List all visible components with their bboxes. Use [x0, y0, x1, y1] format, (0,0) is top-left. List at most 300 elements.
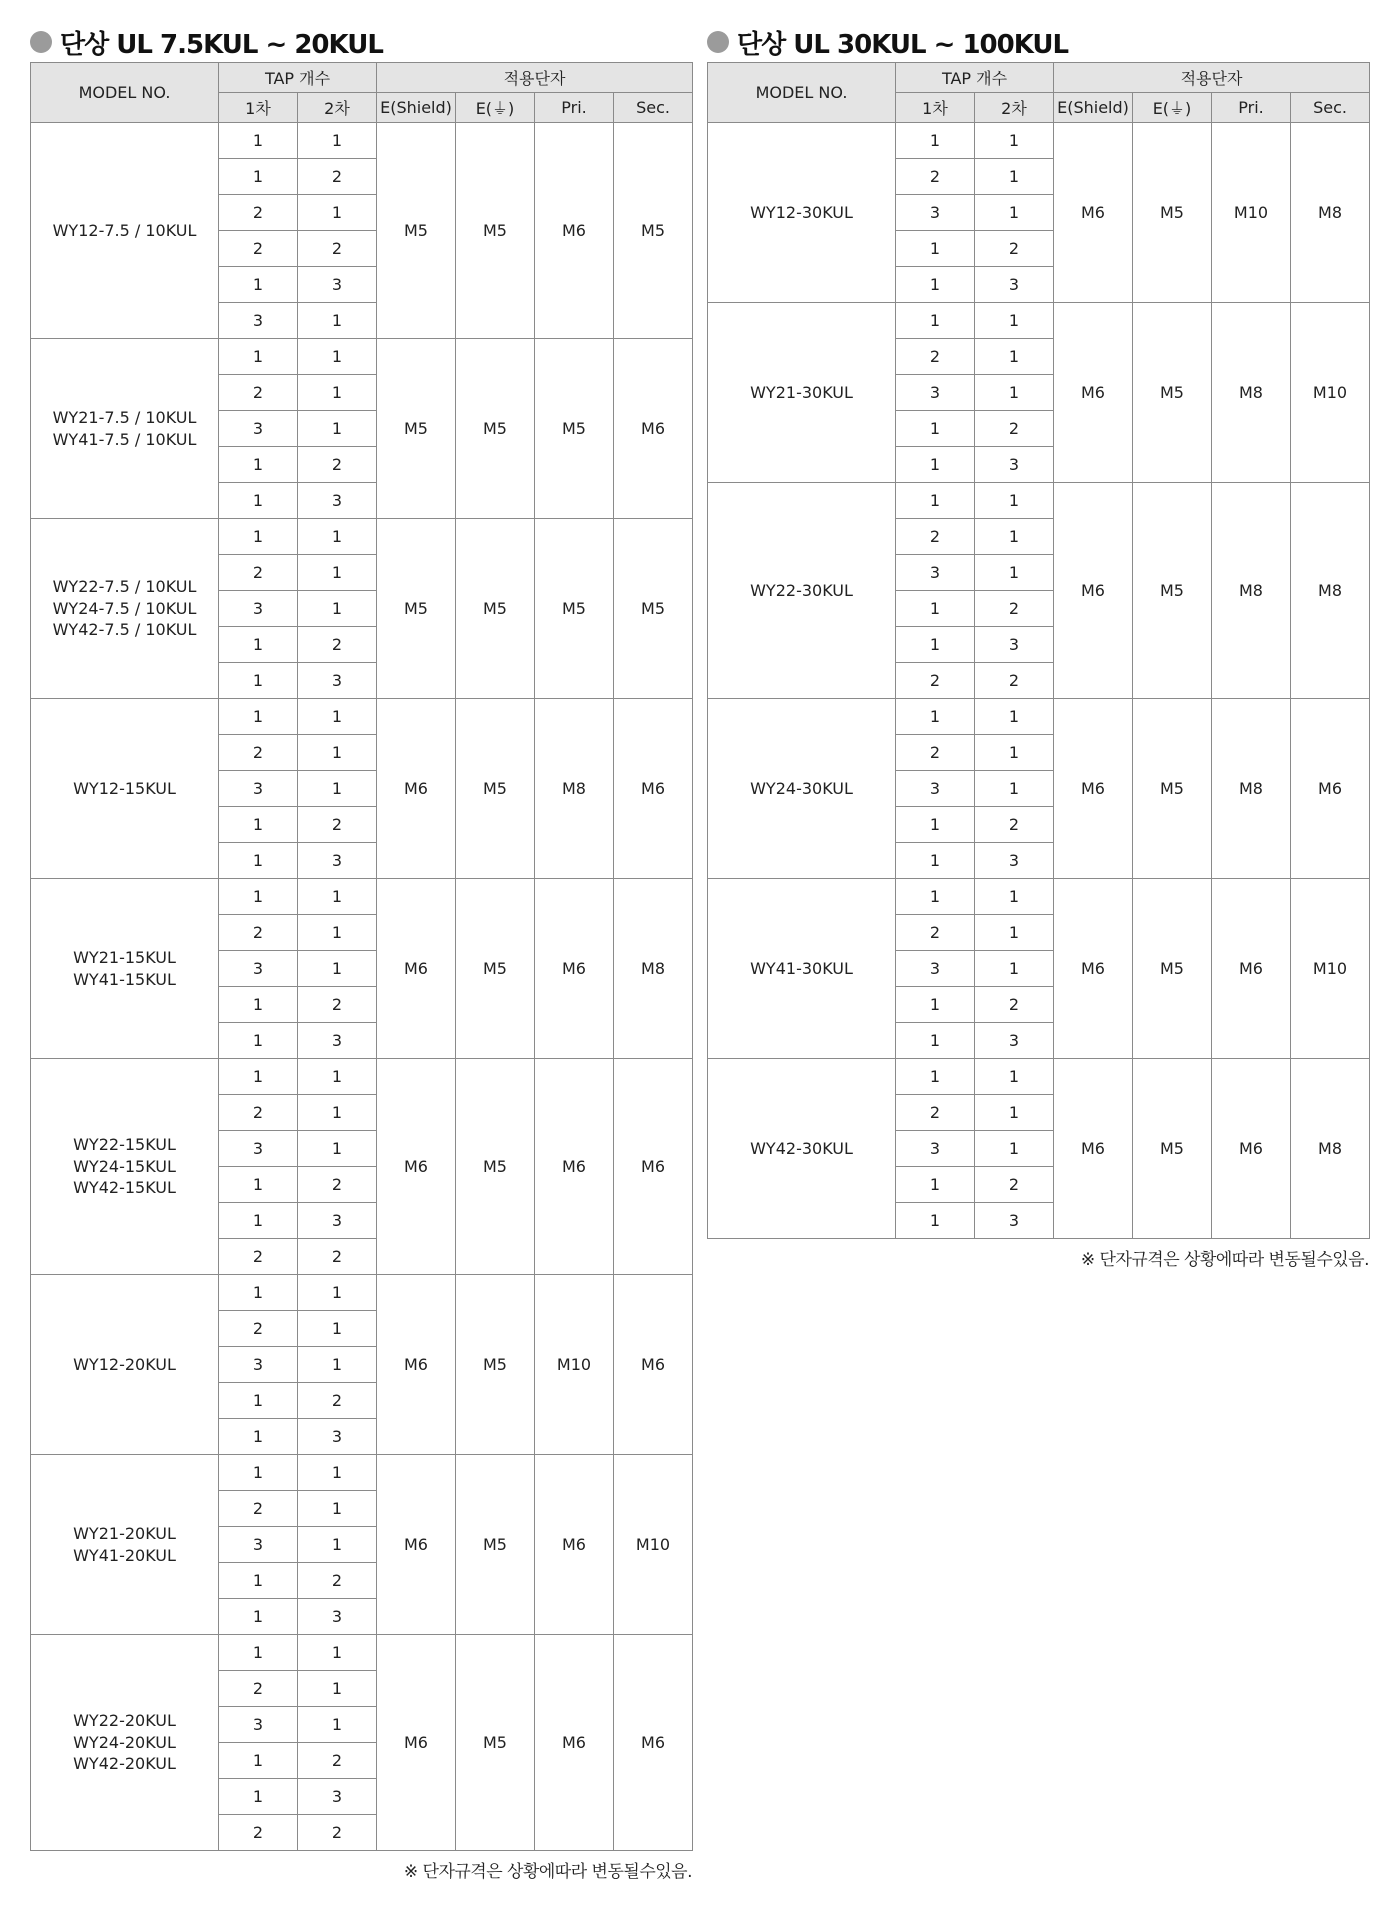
table-row: [708, 123, 1370, 159]
tap1-cell: 3: [219, 1131, 298, 1167]
bullet-icon: [30, 31, 52, 53]
tap1-cell: 2: [896, 159, 975, 195]
sec-cell: M6: [614, 1059, 693, 1275]
pri-cell: M6: [535, 123, 614, 339]
model-name: WY22-7.5 / 10KUL: [52, 577, 197, 597]
tap1-cell: 1: [219, 1743, 298, 1779]
tap1-cell: 2: [896, 735, 975, 771]
tap1-cell: 1: [219, 987, 298, 1023]
tap1-cell: 1: [219, 663, 298, 699]
e-shield-cell: M6: [1054, 1059, 1133, 1239]
tap1-cell: 3: [219, 591, 298, 627]
header-tap2: 2차: [975, 93, 1054, 123]
tap2-cell: 3: [298, 663, 377, 699]
sec-cell: M8: [1291, 123, 1370, 303]
e-shield-cell: M6: [1054, 303, 1133, 483]
table-row: [31, 699, 693, 735]
tap1-cell: 1: [896, 123, 975, 159]
tap2-cell: 1: [298, 123, 377, 159]
tap2-cell: 2: [298, 1563, 377, 1599]
tap1-cell: 2: [219, 1491, 298, 1527]
tap1-cell: 1: [896, 699, 975, 735]
sec-cell: M5: [614, 519, 693, 699]
tap2-cell: 1: [298, 339, 377, 375]
tap2-cell: 1: [298, 555, 377, 591]
header-sec: Sec.: [1291, 93, 1370, 123]
tap2-cell: 1: [298, 699, 377, 735]
tap1-cell: 2: [219, 375, 298, 411]
tap1-cell: 2: [219, 1815, 298, 1851]
tap1-cell: 1: [896, 1059, 975, 1095]
header-tap1: 1차: [896, 93, 975, 123]
table-row: [708, 699, 1370, 735]
tap1-cell: 2: [219, 915, 298, 951]
pri-cell: M6: [535, 1635, 614, 1851]
tap1-cell: 1: [219, 1779, 298, 1815]
tap2-cell: 1: [298, 519, 377, 555]
tap1-cell: 3: [219, 1527, 298, 1563]
tap2-cell: 1: [298, 1275, 377, 1311]
tap1-cell: 2: [219, 195, 298, 231]
tap1-cell: 3: [896, 951, 975, 987]
e-ground-cell: M5: [1133, 303, 1212, 483]
tap2-cell: 2: [298, 1239, 377, 1275]
table-row: [708, 879, 1370, 915]
tap1-cell: 1: [896, 879, 975, 915]
e-ground-cell: M5: [456, 1059, 535, 1275]
tap1-cell: 1: [896, 1167, 975, 1203]
header-terminal: 적용단자: [377, 63, 693, 93]
tap2-cell: 1: [298, 1671, 377, 1707]
tap2-cell: 2: [298, 159, 377, 195]
tap1-cell: 1: [219, 123, 298, 159]
tap1-cell: 2: [219, 735, 298, 771]
tap1-cell: 1: [219, 807, 298, 843]
header-sec: Sec.: [614, 93, 693, 123]
table-row: [31, 339, 693, 375]
tap2-cell: 3: [298, 1599, 377, 1635]
spec-table-right: [707, 62, 1370, 1239]
tap2-cell: 1: [975, 951, 1054, 987]
tap2-cell: 3: [975, 1203, 1054, 1239]
model-cell: [708, 123, 896, 303]
tap1-cell: 1: [219, 879, 298, 915]
tap2-cell: 1: [298, 591, 377, 627]
e-ground-cell: M5: [456, 339, 535, 519]
tap1-cell: 1: [219, 1599, 298, 1635]
tap2-cell: 3: [298, 843, 377, 879]
model-name: WY24-7.5 / 10KUL: [52, 598, 197, 618]
section-title-right: [707, 22, 1369, 62]
table-row: [31, 1635, 693, 1671]
header-tap2: 2차: [298, 93, 377, 123]
tap2-cell: 1: [975, 303, 1054, 339]
sec-cell: M6: [614, 339, 693, 519]
header-e-ground: E(⏚): [1133, 93, 1212, 123]
table-body-right: [708, 123, 1370, 1239]
model-name: WY24-20KUL: [73, 1732, 176, 1752]
tap1-cell: 3: [219, 303, 298, 339]
table-row: [31, 1455, 693, 1491]
section-title-text: 단상 UL 7.5KUL ~ 20KUL: [60, 29, 383, 60]
tap1-cell: 1: [219, 447, 298, 483]
tap1-cell: 1: [896, 627, 975, 663]
sec-cell: M6: [614, 1635, 693, 1851]
tap2-cell: 3: [298, 1779, 377, 1815]
model-name: WY41-30KUL: [750, 958, 853, 978]
model-name: WY42-20KUL: [73, 1754, 176, 1774]
tap1-cell: 2: [896, 339, 975, 375]
sec-cell: M8: [614, 879, 693, 1059]
model-name: WY22-15KUL: [73, 1135, 176, 1155]
tap2-cell: 1: [298, 1311, 377, 1347]
tap2-cell: 2: [298, 447, 377, 483]
tap1-cell: 1: [896, 987, 975, 1023]
model-cell: [708, 483, 896, 699]
tap1-cell: 1: [896, 267, 975, 303]
tap2-cell: 2: [298, 627, 377, 663]
model-name: WY12-15KUL: [73, 778, 176, 798]
pri-cell: M6: [535, 1455, 614, 1635]
tap1-cell: 3: [219, 771, 298, 807]
sec-cell: M10: [1291, 303, 1370, 483]
e-shield-cell: M6: [377, 879, 456, 1059]
e-ground-cell: M5: [456, 519, 535, 699]
table-row: [31, 1275, 693, 1311]
table-body-left: [31, 123, 693, 1851]
tap1-cell: 1: [219, 1635, 298, 1671]
tap1-cell: 1: [896, 483, 975, 519]
tap2-cell: 1: [298, 915, 377, 951]
tap1-cell: 1: [219, 159, 298, 195]
tap1-cell: 2: [896, 519, 975, 555]
e-ground-cell: M5: [1133, 483, 1212, 699]
tap2-cell: 1: [975, 123, 1054, 159]
e-shield-cell: M6: [1054, 699, 1133, 879]
e-shield-cell: M6: [1054, 879, 1133, 1059]
tap2-cell: 3: [298, 1203, 377, 1239]
tap1-cell: 1: [896, 591, 975, 627]
tap2-cell: 3: [975, 1023, 1054, 1059]
tap2-cell: 1: [298, 1635, 377, 1671]
model-name: WY24-15KUL: [73, 1156, 176, 1176]
sec-cell: M6: [614, 1275, 693, 1455]
header-terminal: 적용단자: [1054, 63, 1370, 93]
model-name: WY21-30KUL: [750, 382, 853, 402]
e-shield-cell: M6: [377, 699, 456, 879]
tap2-cell: 2: [975, 591, 1054, 627]
tap1-cell: 3: [896, 1131, 975, 1167]
tap1-cell: 1: [219, 1419, 298, 1455]
tap2-cell: 3: [975, 447, 1054, 483]
section-left: [30, 22, 692, 1882]
tap1-cell: 1: [896, 231, 975, 267]
tap2-cell: 1: [975, 1095, 1054, 1131]
tap1-cell: 1: [219, 519, 298, 555]
model-cell: [31, 699, 219, 879]
table-row: [708, 483, 1370, 519]
e-ground-cell: M5: [1133, 123, 1212, 303]
model-cell: [31, 1455, 219, 1635]
model-name: WY22-30KUL: [750, 580, 853, 600]
header-tap1: 1차: [219, 93, 298, 123]
pri-cell: M10: [535, 1275, 614, 1455]
tap1-cell: 1: [219, 699, 298, 735]
pri-cell: M6: [535, 879, 614, 1059]
model-name: WY41-15KUL: [73, 969, 176, 989]
tap1-cell: 3: [896, 195, 975, 231]
tap2-cell: 1: [975, 375, 1054, 411]
pri-cell: M10: [1212, 123, 1291, 303]
table-row: [708, 1059, 1370, 1095]
e-shield-cell: M6: [377, 1455, 456, 1635]
model-name: WY22-20KUL: [73, 1711, 176, 1731]
tap2-cell: 1: [298, 195, 377, 231]
tap2-cell: 2: [298, 231, 377, 267]
tap2-cell: 1: [298, 303, 377, 339]
tap1-cell: 3: [219, 1707, 298, 1743]
tap1-cell: 2: [219, 1095, 298, 1131]
sec-cell: M10: [1291, 879, 1370, 1059]
table-row: [31, 1059, 693, 1095]
table-row: [31, 123, 693, 159]
tap2-cell: 1: [298, 1707, 377, 1743]
model-cell: [31, 1275, 219, 1455]
section-title-text: 단상 UL 30KUL ~ 100KUL: [737, 29, 1069, 60]
tap1-cell: 1: [219, 1203, 298, 1239]
sec-cell: M6: [614, 699, 693, 879]
tap2-cell: 3: [298, 267, 377, 303]
tap2-cell: 1: [298, 879, 377, 915]
model-name: WY41-20KUL: [73, 1545, 176, 1565]
table-row: [31, 519, 693, 555]
tap1-cell: 1: [896, 1203, 975, 1239]
model-name: WY21-20KUL: [73, 1523, 176, 1543]
footnote-right: ※ 단자규격은 상황에따라 변동될수있음.: [1080, 1250, 1369, 1270]
header-e-shield: E(Shield): [377, 93, 456, 123]
tap1-cell: 1: [219, 267, 298, 303]
sec-cell: M5: [614, 123, 693, 339]
tap1-cell: 1: [219, 1275, 298, 1311]
tap1-cell: 1: [219, 1563, 298, 1599]
tap1-cell: 3: [896, 375, 975, 411]
model-cell: [708, 879, 896, 1059]
sec-cell: M10: [614, 1455, 693, 1635]
tap2-cell: 3: [975, 627, 1054, 663]
model-cell: [708, 699, 896, 879]
pri-cell: M8: [1212, 483, 1291, 699]
tap2-cell: 1: [975, 519, 1054, 555]
tap2-cell: 3: [975, 267, 1054, 303]
model-name: WY21-15KUL: [73, 947, 176, 967]
tap2-cell: 1: [975, 699, 1054, 735]
header-tap: TAP 개수: [896, 63, 1054, 93]
tap2-cell: 1: [298, 771, 377, 807]
tap2-cell: 1: [298, 1491, 377, 1527]
tap2-cell: 1: [298, 1095, 377, 1131]
tap1-cell: 1: [896, 411, 975, 447]
tap1-cell: 1: [219, 1167, 298, 1203]
tap2-cell: 2: [975, 987, 1054, 1023]
table-row: [31, 879, 693, 915]
model-cell: [31, 339, 219, 519]
pri-cell: M8: [1212, 303, 1291, 483]
tap1-cell: 3: [219, 1347, 298, 1383]
pri-cell: M6: [535, 1059, 614, 1275]
model-name: WY12-30KUL: [750, 202, 853, 222]
tap2-cell: 1: [298, 951, 377, 987]
e-shield-cell: M6: [1054, 123, 1133, 303]
header-pri: Pri.: [1212, 93, 1291, 123]
tap1-cell: 1: [896, 807, 975, 843]
footnote-left: ※ 단자규격은 상황에따라 변동될수있음.: [403, 1862, 692, 1882]
model-name: WY12-7.5 / 10KUL: [52, 220, 197, 240]
tap1-cell: 1: [896, 447, 975, 483]
e-shield-cell: M6: [377, 1635, 456, 1851]
tap1-cell: 1: [219, 627, 298, 663]
pri-cell: M8: [535, 699, 614, 879]
table-row: [708, 303, 1370, 339]
sec-cell: M8: [1291, 1059, 1370, 1239]
e-shield-cell: M6: [377, 1275, 456, 1455]
spec-table-left: [30, 62, 693, 1851]
model-name: WY42-7.5 / 10KUL: [52, 620, 197, 640]
pri-cell: M5: [535, 339, 614, 519]
model-name: WY42-30KUL: [750, 1138, 853, 1158]
tap2-cell: 2: [298, 807, 377, 843]
tap2-cell: 2: [298, 987, 377, 1023]
tap1-cell: 2: [219, 231, 298, 267]
pri-cell: M6: [1212, 1059, 1291, 1239]
tap2-cell: 2: [298, 1815, 377, 1851]
header-e-ground: E(⏚): [456, 93, 535, 123]
model-cell: [708, 1059, 896, 1239]
pri-cell: M8: [1212, 699, 1291, 879]
header-pri: Pri.: [535, 93, 614, 123]
e-ground-cell: M5: [1133, 1059, 1212, 1239]
tap2-cell: 1: [975, 159, 1054, 195]
tap1-cell: 3: [219, 411, 298, 447]
tap2-cell: 1: [975, 339, 1054, 375]
tap2-cell: 1: [298, 1527, 377, 1563]
header-e-shield: E(Shield): [1054, 93, 1133, 123]
tap2-cell: 2: [975, 807, 1054, 843]
e-ground-cell: M5: [456, 879, 535, 1059]
model-name: WY21-7.5 / 10KUL: [52, 407, 197, 427]
e-ground-cell: M5: [456, 1635, 535, 1851]
tap2-cell: 3: [298, 1419, 377, 1455]
tap1-cell: 2: [219, 1239, 298, 1275]
tap2-cell: 2: [975, 663, 1054, 699]
tap1-cell: 1: [219, 843, 298, 879]
pri-cell: M5: [535, 519, 614, 699]
e-shield-cell: M6: [377, 1059, 456, 1275]
e-ground-cell: M5: [456, 123, 535, 339]
tap2-cell: 1: [975, 483, 1054, 519]
sec-cell: M6: [1291, 699, 1370, 879]
tap2-cell: 1: [298, 1347, 377, 1383]
tap2-cell: 2: [298, 1167, 377, 1203]
tap1-cell: 1: [219, 1455, 298, 1491]
tap1-cell: 1: [219, 483, 298, 519]
tap2-cell: 1: [298, 1455, 377, 1491]
model-name: WY42-15KUL: [73, 1178, 176, 1198]
bullet-icon: [707, 31, 729, 53]
tap1-cell: 3: [219, 951, 298, 987]
tap2-cell: 1: [298, 411, 377, 447]
tap2-cell: 1: [975, 735, 1054, 771]
tap2-cell: 1: [975, 879, 1054, 915]
tap2-cell: 1: [298, 735, 377, 771]
tap2-cell: 1: [298, 375, 377, 411]
e-ground-cell: M5: [456, 1275, 535, 1455]
tap1-cell: 1: [219, 1023, 298, 1059]
tap1-cell: 3: [896, 555, 975, 591]
e-shield-cell: M6: [1054, 483, 1133, 699]
tap2-cell: 1: [975, 771, 1054, 807]
tap2-cell: 1: [975, 555, 1054, 591]
tap2-cell: 2: [975, 411, 1054, 447]
model-cell: [31, 519, 219, 699]
tap1-cell: 2: [219, 555, 298, 591]
tap2-cell: 1: [298, 1131, 377, 1167]
tap1-cell: 2: [896, 663, 975, 699]
e-ground-cell: M5: [1133, 699, 1212, 879]
model-name: WY41-7.5 / 10KUL: [52, 429, 197, 449]
tap2-cell: 3: [298, 483, 377, 519]
tap1-cell: 2: [219, 1671, 298, 1707]
tap1-cell: 1: [219, 339, 298, 375]
tap1-cell: 1: [219, 1059, 298, 1095]
tap2-cell: 2: [975, 231, 1054, 267]
tap2-cell: 1: [975, 195, 1054, 231]
e-shield-cell: M5: [377, 519, 456, 699]
tap2-cell: 3: [298, 1023, 377, 1059]
tap1-cell: 3: [896, 771, 975, 807]
tap1-cell: 2: [896, 1095, 975, 1131]
model-cell: [31, 1635, 219, 1851]
model-cell: [31, 1059, 219, 1275]
model-name: WY24-30KUL: [750, 778, 853, 798]
header-model: MODEL NO.: [31, 63, 219, 123]
model-cell: [708, 303, 896, 483]
tap1-cell: 2: [219, 1311, 298, 1347]
e-ground-cell: M5: [1133, 879, 1212, 1059]
model-name: WY12-20KUL: [73, 1354, 176, 1374]
section-title-left: [30, 22, 692, 62]
tap2-cell: 2: [298, 1743, 377, 1779]
header-model: MODEL NO.: [708, 63, 896, 123]
sec-cell: M8: [1291, 483, 1370, 699]
tap2-cell: 2: [298, 1383, 377, 1419]
tap1-cell: 1: [896, 843, 975, 879]
tap2-cell: 1: [975, 1059, 1054, 1095]
e-ground-cell: M5: [456, 1455, 535, 1635]
pri-cell: M6: [1212, 879, 1291, 1059]
e-shield-cell: M5: [377, 123, 456, 339]
tap2-cell: 2: [975, 1167, 1054, 1203]
model-cell: [31, 879, 219, 1059]
tap1-cell: 2: [896, 915, 975, 951]
tap2-cell: 1: [975, 915, 1054, 951]
tap1-cell: 1: [896, 303, 975, 339]
section-right: [707, 22, 1369, 1270]
model-cell: [31, 123, 219, 339]
tap2-cell: 1: [975, 1131, 1054, 1167]
tap2-cell: 1: [298, 1059, 377, 1095]
tap1-cell: 1: [219, 1383, 298, 1419]
e-ground-cell: M5: [456, 699, 535, 879]
